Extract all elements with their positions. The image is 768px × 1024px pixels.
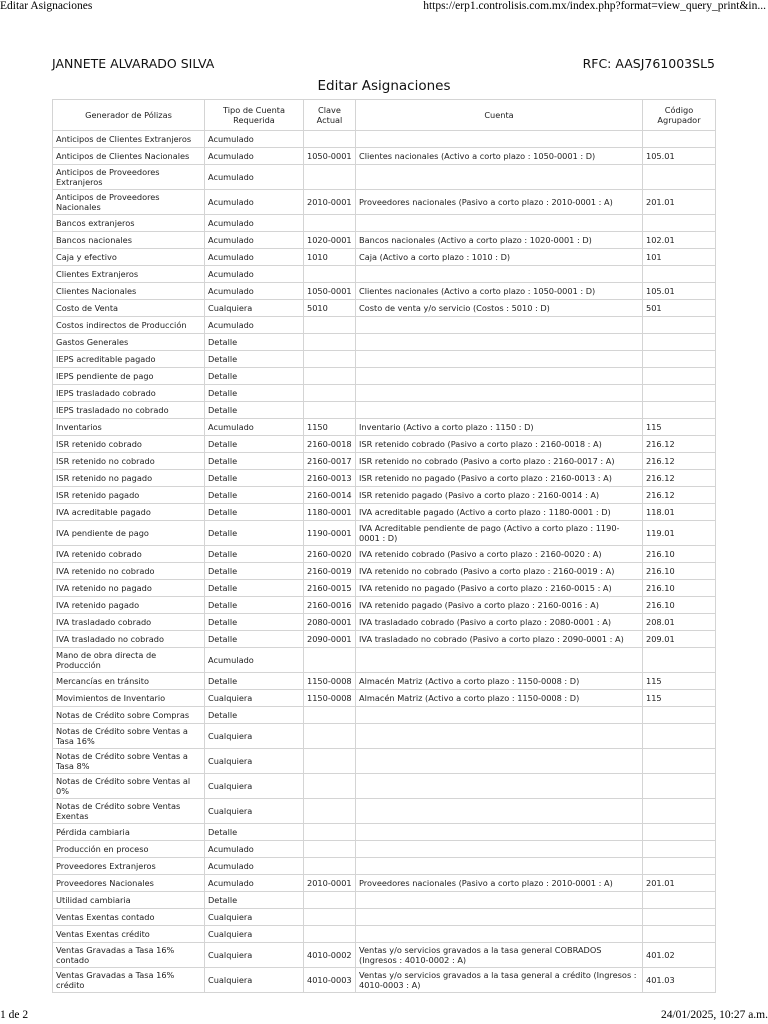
cell-tipo-cuenta: Acumulado bbox=[205, 858, 304, 875]
cell-generador: Inventarios bbox=[53, 419, 205, 436]
cell-cuenta bbox=[356, 385, 643, 402]
cell-tipo-cuenta: Cualquiera bbox=[205, 799, 304, 824]
cell-tipo-cuenta: Detalle bbox=[205, 453, 304, 470]
table-row bbox=[53, 909, 716, 926]
cell-cuenta: Caja (Activo a corto plazo : 1010 : D) bbox=[356, 249, 643, 266]
cell-codigo: 401.02 bbox=[643, 943, 716, 968]
print-datetime: 24/01/2025, 10:27 a.m. bbox=[660, 1009, 768, 1021]
table-row bbox=[53, 875, 716, 892]
cell-clave bbox=[304, 749, 356, 774]
cell-generador: Proveedores Nacionales bbox=[53, 875, 205, 892]
cell-cuenta bbox=[356, 909, 643, 926]
cell-clave bbox=[304, 799, 356, 824]
cell-cuenta bbox=[356, 892, 643, 909]
cell-generador: Anticipos de Clientes Extranjeros bbox=[53, 131, 205, 148]
cell-generador: Utilidad cambiaria bbox=[53, 892, 205, 909]
cell-clave: 2160-0020 bbox=[304, 546, 356, 563]
cell-clave: 2160-0016 bbox=[304, 597, 356, 614]
cell-generador: Clientes Extranjeros bbox=[53, 266, 205, 283]
cell-generador: Costos indirectos de Producción bbox=[53, 317, 205, 334]
cell-clave: 2010-0001 bbox=[304, 875, 356, 892]
cell-codigo: 208.01 bbox=[643, 614, 716, 631]
cell-cuenta: Proveedores nacionales (Pasivo a corto plazo : 2010-0001 : A) bbox=[356, 875, 643, 892]
print-footer bbox=[0, 1009, 768, 1021]
cell-clave: 2090-0001 bbox=[304, 631, 356, 648]
cell-codigo: 216.10 bbox=[643, 597, 716, 614]
cell-cuenta bbox=[356, 824, 643, 841]
cell-codigo bbox=[643, 165, 716, 190]
cell-clave bbox=[304, 841, 356, 858]
table-row bbox=[53, 148, 716, 165]
cell-codigo bbox=[643, 724, 716, 749]
cell-codigo: 216.10 bbox=[643, 546, 716, 563]
cell-cuenta: IVA retenido no cobrado (Pasivo a corto plazo : 2160-0019 : A) bbox=[356, 563, 643, 580]
cell-codigo: 105.01 bbox=[643, 148, 716, 165]
cell-codigo bbox=[643, 351, 716, 368]
cell-generador: Caja y efectivo bbox=[53, 249, 205, 266]
cell-clave bbox=[304, 707, 356, 724]
cell-cuenta bbox=[356, 724, 643, 749]
cell-cuenta bbox=[356, 402, 643, 419]
table-row bbox=[53, 673, 716, 690]
cell-generador: ISR retenido no cobrado bbox=[53, 453, 205, 470]
cell-cuenta bbox=[356, 858, 643, 875]
cell-codigo: 115 bbox=[643, 673, 716, 690]
cell-cuenta: IVA retenido no pagado (Pasivo a corto plazo : 2160-0015 : A) bbox=[356, 580, 643, 597]
cell-generador: IVA retenido no pagado bbox=[53, 580, 205, 597]
cell-generador: IVA trasladado no cobrado bbox=[53, 631, 205, 648]
cell-codigo bbox=[643, 858, 716, 875]
cell-codigo: 401.03 bbox=[643, 968, 716, 993]
cell-codigo bbox=[643, 317, 716, 334]
table-header-row bbox=[53, 100, 716, 131]
cell-clave: 1150-0008 bbox=[304, 673, 356, 690]
taxpayer-rfc: RFC: AASJ761003SL5 bbox=[582, 56, 715, 71]
cell-generador: Producción en proceso bbox=[53, 841, 205, 858]
cell-generador: Notas de Crédito sobre Ventas al 0% bbox=[53, 774, 205, 799]
cell-clave: 2080-0001 bbox=[304, 614, 356, 631]
cell-tipo-cuenta: Detalle bbox=[205, 563, 304, 580]
cell-tipo-cuenta: Detalle bbox=[205, 614, 304, 631]
table-row bbox=[53, 749, 716, 774]
cell-tipo-cuenta: Cualquiera bbox=[205, 300, 304, 317]
table-row bbox=[53, 841, 716, 858]
cell-cuenta: ISR retenido no pagado (Pasivo a corto plazo : 2160-0013 : A) bbox=[356, 470, 643, 487]
cell-cuenta bbox=[356, 926, 643, 943]
table-row bbox=[53, 249, 716, 266]
column-header-cuenta: Cuenta bbox=[356, 100, 643, 131]
cell-tipo-cuenta: Acumulado bbox=[205, 283, 304, 300]
cell-clave: 4010-0003 bbox=[304, 968, 356, 993]
cell-generador: IVA trasladado cobrado bbox=[53, 614, 205, 631]
cell-clave: 2160-0014 bbox=[304, 487, 356, 504]
table-row bbox=[53, 858, 716, 875]
cell-codigo bbox=[643, 334, 716, 351]
cell-cuenta bbox=[356, 317, 643, 334]
cell-tipo-cuenta: Cualquiera bbox=[205, 690, 304, 707]
table-row bbox=[53, 402, 716, 419]
cell-tipo-cuenta: Cualquiera bbox=[205, 943, 304, 968]
cell-generador: Proveedores Extranjeros bbox=[53, 858, 205, 875]
cell-clave: 2160-0017 bbox=[304, 453, 356, 470]
column-header-clave: Clave Actual bbox=[304, 100, 356, 131]
cell-generador: ISR retenido no pagado bbox=[53, 470, 205, 487]
cell-cuenta: ISR retenido cobrado (Pasivo a corto plazo : 2160-0018 : A) bbox=[356, 436, 643, 453]
cell-clave: 2160-0018 bbox=[304, 436, 356, 453]
cell-generador: Mano de obra directa de Producción bbox=[53, 648, 205, 673]
table-row bbox=[53, 283, 716, 300]
cell-tipo-cuenta: Detalle bbox=[205, 385, 304, 402]
cell-codigo bbox=[643, 131, 716, 148]
cell-clave: 2160-0019 bbox=[304, 563, 356, 580]
cell-generador: Ventas Exentas contado bbox=[53, 909, 205, 926]
cell-generador: Costo de Venta bbox=[53, 300, 205, 317]
cell-generador: Clientes Nacionales bbox=[53, 283, 205, 300]
cell-codigo: 201.01 bbox=[643, 190, 716, 215]
cell-tipo-cuenta: Acumulado bbox=[205, 875, 304, 892]
cell-clave bbox=[304, 858, 356, 875]
print-tab-title: Editar Asignaciones bbox=[0, 0, 93, 12]
cell-generador: Notas de Crédito sobre Ventas a Tasa 16% bbox=[53, 724, 205, 749]
cell-generador: IVA retenido pagado bbox=[53, 597, 205, 614]
cell-clave bbox=[304, 926, 356, 943]
cell-clave bbox=[304, 266, 356, 283]
column-header-codigo: Código Agrupador bbox=[643, 100, 716, 131]
cell-tipo-cuenta: Cualquiera bbox=[205, 749, 304, 774]
cell-generador: ISR retenido pagado bbox=[53, 487, 205, 504]
table-row bbox=[53, 300, 716, 317]
cell-codigo bbox=[643, 799, 716, 824]
cell-cuenta: IVA acreditable pagado (Activo a corto plazo : 1180-0001 : D) bbox=[356, 504, 643, 521]
cell-tipo-cuenta: Detalle bbox=[205, 504, 304, 521]
table-row bbox=[53, 165, 716, 190]
cell-tipo-cuenta: Detalle bbox=[205, 402, 304, 419]
cell-clave bbox=[304, 648, 356, 673]
cell-tipo-cuenta: Acumulado bbox=[205, 419, 304, 436]
cell-codigo: 201.01 bbox=[643, 875, 716, 892]
cell-cuenta: IVA trasladado cobrado (Pasivo a corto plazo : 2080-0001 : A) bbox=[356, 614, 643, 631]
cell-tipo-cuenta: Cualquiera bbox=[205, 926, 304, 943]
cell-cuenta bbox=[356, 334, 643, 351]
cell-generador: IEPS acreditable pagado bbox=[53, 351, 205, 368]
cell-cuenta: Costo de venta y/o servicio (Costos : 5010 : D) bbox=[356, 300, 643, 317]
cell-tipo-cuenta: Detalle bbox=[205, 673, 304, 690]
cell-cuenta bbox=[356, 266, 643, 283]
cell-cuenta: Ventas y/o servicios gravados a la tasa general a crédito (Ingresos : 4010-0003 : A) bbox=[356, 968, 643, 993]
cell-generador: Ventas Gravadas a Tasa 16% crédito bbox=[53, 968, 205, 993]
cell-clave bbox=[304, 165, 356, 190]
cell-cuenta: IVA Acreditable pendiente de pago (Activo a corto plazo : 1190-0001 : D) bbox=[356, 521, 643, 546]
cell-tipo-cuenta: Detalle bbox=[205, 546, 304, 563]
table-row bbox=[53, 774, 716, 799]
table-row bbox=[53, 334, 716, 351]
table-row bbox=[53, 690, 716, 707]
table-row bbox=[53, 215, 716, 232]
cell-tipo-cuenta: Detalle bbox=[205, 707, 304, 724]
cell-codigo: 216.10 bbox=[643, 563, 716, 580]
cell-generador: IVA pendiente de pago bbox=[53, 521, 205, 546]
cell-codigo bbox=[643, 648, 716, 673]
cell-cuenta bbox=[356, 165, 643, 190]
cell-tipo-cuenta: Cualquiera bbox=[205, 968, 304, 993]
cell-clave bbox=[304, 385, 356, 402]
cell-tipo-cuenta: Detalle bbox=[205, 351, 304, 368]
cell-clave: 2160-0013 bbox=[304, 470, 356, 487]
cell-generador: Ventas Exentas crédito bbox=[53, 926, 205, 943]
table-row bbox=[53, 453, 716, 470]
cell-clave bbox=[304, 215, 356, 232]
cell-cuenta: Almacén Matriz (Activo a corto plazo : 1150-0008 : D) bbox=[356, 673, 643, 690]
cell-generador: Ventas Gravadas a Tasa 16% contado bbox=[53, 943, 205, 968]
cell-generador: IEPS trasladado cobrado bbox=[53, 385, 205, 402]
cell-tipo-cuenta: Cualquiera bbox=[205, 909, 304, 926]
cell-tipo-cuenta: Cualquiera bbox=[205, 724, 304, 749]
cell-generador: Anticipos de Proveedores Nacionales bbox=[53, 190, 205, 215]
cell-tipo-cuenta: Acumulado bbox=[205, 190, 304, 215]
table-row bbox=[53, 968, 716, 993]
cell-codigo bbox=[643, 368, 716, 385]
table-row bbox=[53, 648, 716, 673]
cell-generador: Bancos nacionales bbox=[53, 232, 205, 249]
cell-codigo: 115 bbox=[643, 419, 716, 436]
cell-tipo-cuenta: Detalle bbox=[205, 521, 304, 546]
cell-clave: 1050-0001 bbox=[304, 148, 356, 165]
cell-codigo bbox=[643, 215, 716, 232]
cell-clave: 1050-0001 bbox=[304, 283, 356, 300]
cell-cuenta: IVA retenido pagado (Pasivo a corto plazo : 2160-0016 : A) bbox=[356, 597, 643, 614]
cell-clave: 4010-0002 bbox=[304, 943, 356, 968]
cell-tipo-cuenta: Detalle bbox=[205, 597, 304, 614]
cell-generador: Movimientos de Inventario bbox=[53, 690, 205, 707]
cell-codigo: 209.01 bbox=[643, 631, 716, 648]
cell-codigo bbox=[643, 402, 716, 419]
cell-clave bbox=[304, 724, 356, 749]
cell-cuenta bbox=[356, 215, 643, 232]
cell-clave: 2160-0015 bbox=[304, 580, 356, 597]
cell-clave: 5010 bbox=[304, 300, 356, 317]
cell-tipo-cuenta: Acumulado bbox=[205, 232, 304, 249]
table-row bbox=[53, 419, 716, 436]
cell-codigo: 102.01 bbox=[643, 232, 716, 249]
cell-generador: Anticipos de Clientes Nacionales bbox=[53, 148, 205, 165]
cell-generador: Notas de Crédito sobre Ventas a Tasa 8% bbox=[53, 749, 205, 774]
cell-cuenta: Inventario (Activo a corto plazo : 1150 : D) bbox=[356, 419, 643, 436]
cell-generador: Bancos extranjeros bbox=[53, 215, 205, 232]
cell-cuenta: Clientes nacionales (Activo a corto plazo : 1050-0001 : D) bbox=[356, 283, 643, 300]
cell-codigo bbox=[643, 707, 716, 724]
table-row bbox=[53, 232, 716, 249]
cell-clave: 1180-0001 bbox=[304, 504, 356, 521]
cell-tipo-cuenta: Detalle bbox=[205, 487, 304, 504]
cell-cuenta: Proveedores nacionales (Pasivo a corto plazo : 2010-0001 : A) bbox=[356, 190, 643, 215]
cell-clave bbox=[304, 131, 356, 148]
cell-tipo-cuenta: Acumulado bbox=[205, 648, 304, 673]
cell-cuenta: Ventas y/o servicios gravados a la tasa general COBRADOS (Ingresos : 4010-0002 : A) bbox=[356, 943, 643, 968]
cell-clave bbox=[304, 402, 356, 419]
table-row bbox=[53, 131, 716, 148]
cell-cuenta: Almacén Matriz (Activo a corto plazo : 1150-0008 : D) bbox=[356, 690, 643, 707]
table-row bbox=[53, 631, 716, 648]
cell-cuenta: Bancos nacionales (Activo a corto plazo : 1020-0001 : D) bbox=[356, 232, 643, 249]
cell-codigo: 216.10 bbox=[643, 580, 716, 597]
cell-generador: Anticipos de Proveedores Extranjeros bbox=[53, 165, 205, 190]
table-row bbox=[53, 724, 716, 749]
table-row bbox=[53, 504, 716, 521]
print-url: https://erp1.controlisis.com.mx/index.php?format=view_query_print&in... bbox=[423, 0, 766, 12]
taxpayer-name: JANNETE ALVARADO SILVA bbox=[52, 56, 215, 71]
table-row bbox=[53, 546, 716, 563]
cell-codigo: 216.12 bbox=[643, 487, 716, 504]
cell-generador: Mercancías en tránsito bbox=[53, 673, 205, 690]
cell-generador: Notas de Crédito sobre Compras bbox=[53, 707, 205, 724]
cell-cuenta bbox=[356, 648, 643, 673]
cell-codigo bbox=[643, 926, 716, 943]
cell-tipo-cuenta: Acumulado bbox=[205, 148, 304, 165]
table-row bbox=[53, 385, 716, 402]
cell-tipo-cuenta: Detalle bbox=[205, 824, 304, 841]
cell-tipo-cuenta: Acumulado bbox=[205, 165, 304, 190]
cell-tipo-cuenta: Detalle bbox=[205, 436, 304, 453]
table-row bbox=[53, 707, 716, 724]
column-header-tipo-cuenta: Tipo de Cuenta Requerida bbox=[205, 100, 304, 131]
table-row bbox=[53, 368, 716, 385]
table-row bbox=[53, 351, 716, 368]
cell-clave bbox=[304, 351, 356, 368]
cell-cuenta bbox=[356, 368, 643, 385]
cell-cuenta bbox=[356, 707, 643, 724]
page-title: Editar Asignaciones bbox=[317, 78, 451, 94]
cell-tipo-cuenta: Acumulado bbox=[205, 317, 304, 334]
cell-tipo-cuenta: Detalle bbox=[205, 631, 304, 648]
cell-generador: Notas de Crédito sobre Ventas Exentas bbox=[53, 799, 205, 824]
cell-tipo-cuenta: Cualquiera bbox=[205, 774, 304, 799]
cell-tipo-cuenta: Acumulado bbox=[205, 215, 304, 232]
cell-clave bbox=[304, 892, 356, 909]
cell-codigo bbox=[643, 841, 716, 858]
cell-tipo-cuenta: Acumulado bbox=[205, 131, 304, 148]
cell-clave: 1150-0008 bbox=[304, 690, 356, 707]
table-body bbox=[53, 131, 716, 993]
table-row bbox=[53, 487, 716, 504]
cell-codigo bbox=[643, 909, 716, 926]
cell-clave: 1020-0001 bbox=[304, 232, 356, 249]
table-row bbox=[53, 799, 716, 824]
cell-clave bbox=[304, 368, 356, 385]
cell-tipo-cuenta: Detalle bbox=[205, 580, 304, 597]
cell-generador: IVA retenido no cobrado bbox=[53, 563, 205, 580]
cell-codigo bbox=[643, 266, 716, 283]
cell-cuenta bbox=[356, 351, 643, 368]
table-row bbox=[53, 190, 716, 215]
cell-tipo-cuenta: Detalle bbox=[205, 470, 304, 487]
table-row bbox=[53, 317, 716, 334]
cell-codigo: 119.01 bbox=[643, 521, 716, 546]
cell-generador: ISR retenido cobrado bbox=[53, 436, 205, 453]
table-row bbox=[53, 470, 716, 487]
table-row bbox=[53, 614, 716, 631]
cell-cuenta bbox=[356, 799, 643, 824]
cell-clave bbox=[304, 774, 356, 799]
cell-clave bbox=[304, 317, 356, 334]
cell-clave: 2010-0001 bbox=[304, 190, 356, 215]
table-row bbox=[53, 266, 716, 283]
cell-generador: IEPS pendiente de pago bbox=[53, 368, 205, 385]
cell-cuenta: Clientes nacionales (Activo a corto plazo : 1050-0001 : D) bbox=[356, 148, 643, 165]
cell-clave bbox=[304, 334, 356, 351]
cell-codigo: 216.12 bbox=[643, 436, 716, 453]
table-row bbox=[53, 892, 716, 909]
page-indicator: 1 de 2 bbox=[0, 1009, 29, 1021]
table-row bbox=[53, 926, 716, 943]
cell-tipo-cuenta: Detalle bbox=[205, 368, 304, 385]
cell-tipo-cuenta: Detalle bbox=[205, 334, 304, 351]
cell-generador: IVA acreditable pagado bbox=[53, 504, 205, 521]
cell-generador: IVA retenido cobrado bbox=[53, 546, 205, 563]
cell-clave bbox=[304, 824, 356, 841]
cell-codigo: 501 bbox=[643, 300, 716, 317]
cell-tipo-cuenta: Acumulado bbox=[205, 841, 304, 858]
cell-cuenta bbox=[356, 749, 643, 774]
cell-cuenta bbox=[356, 841, 643, 858]
assignments-table bbox=[52, 99, 716, 993]
cell-generador: Gastos Generales bbox=[53, 334, 205, 351]
cell-codigo bbox=[643, 385, 716, 402]
table-row bbox=[53, 436, 716, 453]
table-row bbox=[53, 521, 716, 546]
cell-cuenta bbox=[356, 774, 643, 799]
cell-codigo: 118.01 bbox=[643, 504, 716, 521]
cell-codigo: 101 bbox=[643, 249, 716, 266]
cell-cuenta: ISR retenido pagado (Pasivo a corto plazo : 2160-0014 : A) bbox=[356, 487, 643, 504]
cell-cuenta: IVA retenido cobrado (Pasivo a corto plazo : 2160-0020 : A) bbox=[356, 546, 643, 563]
cell-cuenta bbox=[356, 131, 643, 148]
cell-clave bbox=[304, 909, 356, 926]
table-row bbox=[53, 597, 716, 614]
table-header bbox=[53, 100, 716, 131]
cell-codigo bbox=[643, 774, 716, 799]
table-row bbox=[53, 943, 716, 968]
cell-codigo bbox=[643, 892, 716, 909]
cell-codigo: 216.12 bbox=[643, 470, 716, 487]
print-header bbox=[0, 0, 768, 14]
cell-clave: 1150 bbox=[304, 419, 356, 436]
cell-codigo: 216.12 bbox=[643, 453, 716, 470]
table-row bbox=[53, 824, 716, 841]
column-header-generador: Generador de Pólizas bbox=[53, 100, 205, 131]
document-header bbox=[52, 56, 715, 71]
table-row bbox=[53, 563, 716, 580]
cell-codigo bbox=[643, 749, 716, 774]
cell-generador: IEPS trasladado no cobrado bbox=[53, 402, 205, 419]
cell-clave: 1190-0001 bbox=[304, 521, 356, 546]
cell-tipo-cuenta: Acumulado bbox=[205, 266, 304, 283]
cell-cuenta: IVA trasladado no cobrado (Pasivo a corto plazo : 2090-0001 : A) bbox=[356, 631, 643, 648]
cell-cuenta: ISR retenido no cobrado (Pasivo a corto plazo : 2160-0017 : A) bbox=[356, 453, 643, 470]
cell-tipo-cuenta: Acumulado bbox=[205, 249, 304, 266]
cell-codigo: 105.01 bbox=[643, 283, 716, 300]
table-row bbox=[53, 580, 716, 597]
cell-clave: 1010 bbox=[304, 249, 356, 266]
cell-codigo bbox=[643, 824, 716, 841]
cell-codigo: 115 bbox=[643, 690, 716, 707]
cell-tipo-cuenta: Detalle bbox=[205, 892, 304, 909]
cell-generador: Pérdida cambiaria bbox=[53, 824, 205, 841]
